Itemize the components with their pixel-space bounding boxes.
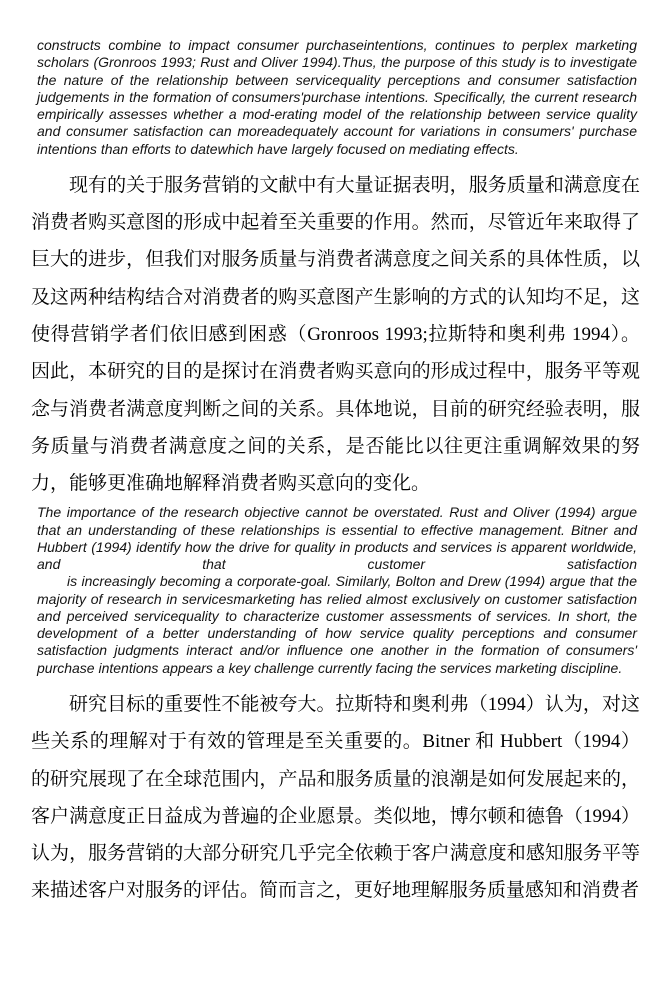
english-source-paragraph-1: constructs combine to impact consumer purchaseintentions, continues to perplex marketing scholars (Gronroos 1993; Rust and Oliver 1994).Thus, the purpose of this study is to investigate the nature of the relationship between servicequality perceptions and consumer satisfaction judgements in the formation of consumers'purchase intentions. Specifically, the current research empirically assesses whether a mod-erating model of the relationship between service quality and consumer satisfaction can moreadequately account for variations in consumers' purchase intentions than efforts to datewhich have largely focused on mediating effects. (37, 37, 637, 157)
chinese-translation-paragraph-2: 研究目标的重要性不能被夸大。拉斯特和奥利弗（1994）认为，对这些关系的理解对于有效的管理是至关重要的。Bitner 和 Hubbert（1994）的研究展现了在全球范围内，产品和服务质量的浪潮是如何发展起来的，客户满意度正日益成为普遍的企业愿景。类似地，博尔顿和德鲁（1994）认为，服务营销的大部分研究几乎完全依赖于客户满意度和感知服务平等来描述客户对服务的评估。简而言之，更好地理解服务质量感知和消费者 (31, 693, 640, 902)
english-source-paragraph-2-part-2: is increasingly becoming a corporate-goal. Similarly, Bolton and Drew (1994) argue that the majority of research in servicesmarketing has relied almost exclusively on customer satisfaction and perceived servicequality to characterize customer assessments of services. In short, the development of a better understanding of how service quality perceptions and consumer satisfaction judgments interact and/or influence one another in the formation of consumers' purchase intentions appears a key challenge currently facing the services marketing discipline. (37, 573, 637, 676)
chinese-translation-paragraph-1: 现有的关于服务营销的文献中有大量证据表明，服务质量和满意度在消费者购买意图的形成中起着至关重要的作用。然而，尽管近年来取得了巨大的进步，但我们对服务质量与消费者满意度之间关系的具体性质，以及这两种结构结合对消费者的购买意图产生影响的方式的认知均不足，这使得营销学者们依旧感到困惑（Gronroos 1993;拉斯特和奥利弗 1994）。因此，本研究的目的是探讨在消费者购买意向的形成过程中，服务平等观念与消费者满意度判断之间的关系。具体地说，目前的研究经验表明，服务质量与消费者满意度之间的关系，是否能比以往更注重调解效果的努力，能够更准确地解释消费者购买意向的变化。 (31, 174, 640, 495)
english-source-paragraph-2-part-1: The importance of the research objective cannot be overstated. Rust and Oliver (1994) argue that an understanding of these relationships is essential to effective management. Bitner and Hubbert (1994) identify how the drive for quality in products and services is apparent worldwide, and that customer satisfaction (37, 504, 637, 573)
